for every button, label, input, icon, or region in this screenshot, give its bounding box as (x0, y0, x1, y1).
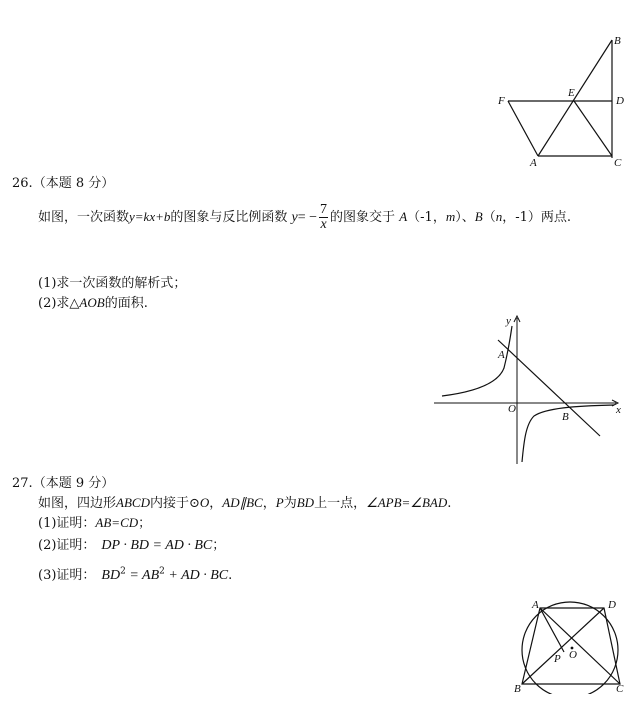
q26-score: （本题 8 分） (32, 176, 115, 191)
label-a: A (532, 599, 539, 611)
angle-equality: ∠APB=∠BAD (366, 495, 448, 510)
point-b: B (474, 209, 483, 224)
q27-intro-a: 如图，四边形 (38, 496, 117, 511)
point-a-close: ）、 (455, 210, 475, 225)
label-point-a: A (498, 349, 505, 361)
diagonal-ac (540, 608, 620, 684)
q27-part2-b: DP · BD = AD · BC (101, 538, 213, 553)
label-e: E (568, 87, 575, 99)
label-origin: O (508, 403, 516, 415)
q27-part2-a: (2)证明： (38, 538, 96, 553)
q27-part1-a: (1)证明： (38, 516, 96, 531)
q26-header (12, 172, 114, 191)
top-geometry-figure (496, 34, 630, 168)
point-a-coord: （-1， (407, 210, 446, 225)
function-graph-figure (434, 312, 629, 467)
point-b-open: （ (482, 210, 496, 225)
q27-part1-b: AB=CD (95, 515, 139, 530)
label-d: D (616, 95, 624, 107)
line-ec (574, 101, 612, 156)
diagonal-bd (522, 608, 604, 684)
q26-part1: (1)求一次函数的解析式； (38, 276, 187, 291)
fraction-numerator: 7 (320, 202, 328, 217)
label-b: B (614, 35, 621, 47)
q27-part3-tail: + AD · BC (164, 568, 229, 583)
triangle-aob: AOB (79, 295, 105, 310)
q27-part3-a: (3)证明： (38, 568, 96, 583)
fn-eq: = − (297, 210, 318, 225)
q27-intro-e: 为 (283, 496, 297, 511)
parallel-ad-bc: AD∥BC (222, 495, 263, 510)
q27-intro-f: 上一点， (314, 496, 367, 511)
label-d: D (608, 599, 616, 611)
q27-part1 (38, 512, 151, 531)
q26-intro-a: 如图，一次函数 (38, 210, 130, 225)
linear-function: y=kx+b (129, 209, 171, 224)
label-x-axis: x (616, 404, 621, 416)
line-fa (508, 101, 538, 156)
inverse-fraction (319, 203, 328, 232)
quadrilateral-outline (522, 608, 620, 684)
label-p: P (554, 653, 561, 665)
q27-score: （本题 9 分） (32, 476, 115, 491)
label-c: C (616, 683, 624, 694)
point-p: P (275, 495, 284, 510)
point-b-n: n (495, 209, 503, 224)
q27-part3-end: . (228, 568, 233, 583)
q27-header (12, 472, 114, 491)
q27-part2-c: ； (212, 538, 226, 553)
fraction-denominator: x (320, 217, 327, 232)
q26-statement (38, 203, 571, 232)
point-b-coord: ，-1）两点. (502, 210, 571, 225)
q27-intro-g: . (447, 496, 452, 511)
q26-number: 26. (12, 176, 33, 191)
label-point-b: B (562, 411, 569, 423)
hyperbola-branch-left (442, 326, 512, 396)
label-y-axis: y (506, 315, 511, 327)
point-a: A (399, 209, 408, 224)
label-f: F (498, 95, 505, 107)
segment-ap (540, 608, 564, 652)
q27-number: 27. (12, 476, 33, 491)
q27-intro-b: 内接于⊙ (149, 496, 200, 511)
q27-intro-d: ， (262, 496, 276, 511)
q26-intro-b: 的图象与反比例函数 (170, 210, 288, 225)
label-a: A (530, 157, 537, 168)
q26-part2-b: 的面积. (104, 296, 148, 311)
q27-part3-sup-2: 2 (159, 566, 165, 577)
segment-bd: BD (296, 495, 315, 510)
q26-part2 (38, 292, 148, 311)
point-a-m: m (445, 209, 456, 224)
q27-intro-c: ， (209, 496, 223, 511)
q27-part3-eq: = AB (125, 568, 160, 583)
q27-part3 (38, 564, 232, 584)
label-b: B (514, 683, 521, 694)
circle-o: O (199, 495, 210, 510)
circle-geometry-figure (512, 596, 630, 694)
label-o: O (569, 649, 577, 661)
q27-part3-sup-1: 2 (120, 566, 126, 577)
quadrilateral-abcd: ABCD (116, 495, 150, 510)
q26-part2-a: (2)求△ (38, 296, 80, 311)
label-c: C (614, 157, 622, 168)
q27-part1-c: ； (138, 516, 152, 531)
q27-part3-bd: BD (101, 568, 121, 583)
q27-part2 (38, 534, 225, 554)
linear-function-line (498, 340, 600, 436)
line-ba (538, 40, 612, 156)
q27-statement (38, 492, 451, 511)
q26-intro-c: 的图象交于 (330, 210, 396, 225)
circle-o-outline (522, 602, 618, 694)
fn-y: y (291, 210, 298, 225)
